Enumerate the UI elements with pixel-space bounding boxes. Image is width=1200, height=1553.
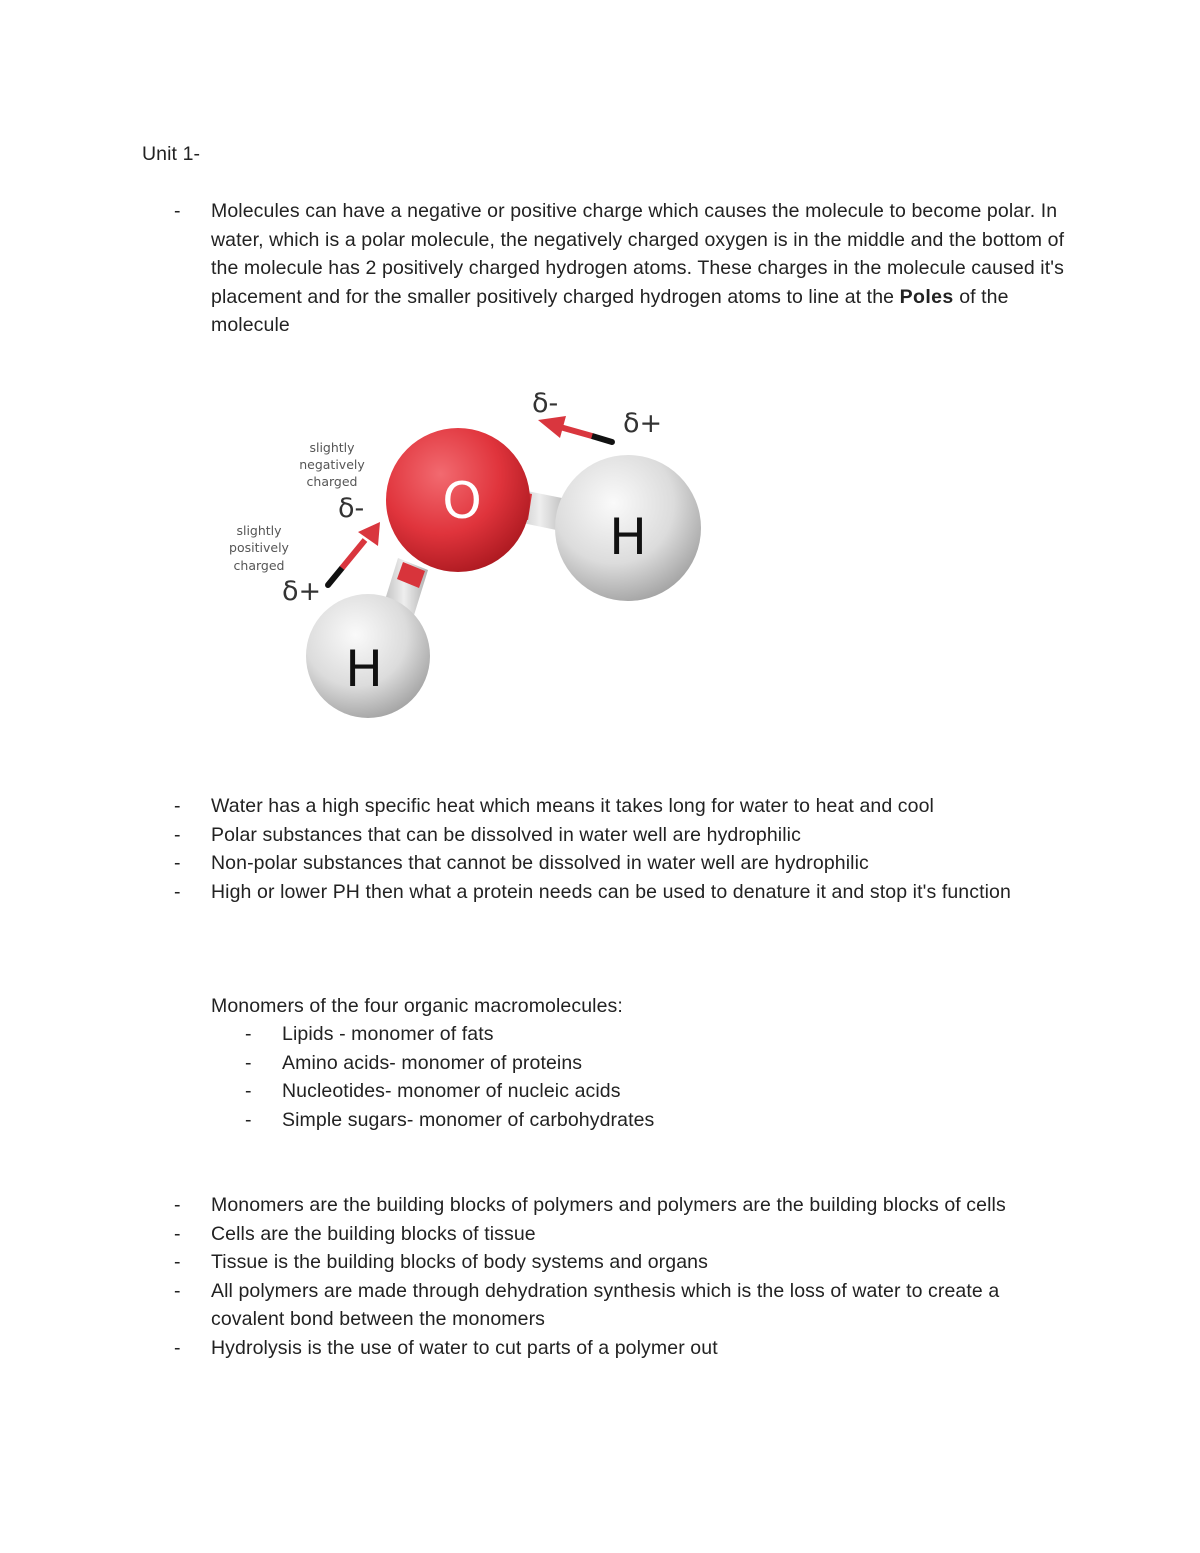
- list-item-text: High or lower PH then what a protein needs can be used to denature it and stop it's function: [211, 880, 1011, 903]
- bullet-dash: -: [174, 1222, 181, 1245]
- page-title: Unit 1-: [142, 143, 201, 165]
- list-item-text: Simple sugars- monomer of carbohydrates: [282, 1108, 655, 1131]
- list-item-text: Hydrolysis is the use of water to cut parts of a polymer out: [211, 1336, 718, 1359]
- hydrogen-atom-bottom: [306, 594, 430, 718]
- list-item-text: Amino acids- monomer of proteins: [282, 1051, 583, 1074]
- list-item-text: Lipids - monomer of fats: [282, 1023, 494, 1045]
- svg-text:slightly: slightly: [236, 523, 282, 538]
- list-item: [0, 1077, 654, 1106]
- list-item: [0, 849, 1071, 878]
- list-item: [0, 792, 1071, 821]
- bullet-dash: -: [174, 1194, 181, 1216]
- water-molecule-diagram: [220, 380, 720, 725]
- bullet-dash: -: [245, 1080, 252, 1103]
- bullet-dash: -: [174, 823, 181, 846]
- list-item-text: All polymers are made through dehydration synthesis which is the loss of water to create a covalent bond between the monomers: [211, 1279, 1000, 1331]
- list-item: [0, 878, 1071, 907]
- bullet-dash: -: [245, 1023, 252, 1045]
- hydrogen-atom-right: [555, 455, 701, 601]
- delta-minus-top: δ-: [532, 388, 559, 419]
- svg-text:positively: positively: [229, 540, 289, 555]
- list-item: [0, 1020, 654, 1049]
- svg-text:charged: charged: [233, 558, 285, 573]
- list-item-text: Non-polar substances that cannot be dissolved in water well are hydrophilic: [211, 852, 869, 875]
- hydrogen-right-label: H: [609, 508, 647, 566]
- monomers-heading: Monomers of the four organic macromolecules:: [211, 995, 623, 1017]
- bullet-dash: -: [174, 1251, 181, 1274]
- list-item: [0, 1277, 1071, 1334]
- negative-charge-annotation: [299, 440, 365, 489]
- list-item-text: Cells are the building blocks of tissue: [211, 1222, 536, 1245]
- polarity-list: [0, 197, 1071, 340]
- list-item: [0, 1248, 1071, 1277]
- delta-plus-top: δ+: [623, 408, 663, 439]
- oxygen-atom: [386, 428, 530, 572]
- poles-term: Poles: [899, 285, 954, 308]
- list-item-text: Polar substances that can be dissolved in water well are hydrophilic: [211, 823, 801, 846]
- monomers-list: [0, 1020, 654, 1134]
- svg-text:negatively: negatively: [299, 457, 365, 472]
- water-molecule-figure: [220, 380, 720, 725]
- hydrogen-bottom-label: H: [345, 640, 383, 698]
- bullet-dash: -: [174, 1336, 181, 1359]
- list-item: [0, 821, 1071, 850]
- dipole-arrow-left: [328, 522, 380, 585]
- positive-charge-annotation: [229, 523, 290, 573]
- list-item-text: Nucleotides- monomer of nucleic acids: [282, 1080, 621, 1103]
- bullet-dash: -: [174, 200, 181, 222]
- list-item: [0, 1220, 1071, 1249]
- list-item-text: Water has a high specific heat which means it takes long for water to heat and cool: [211, 795, 934, 817]
- delta-plus-left: δ+: [282, 576, 322, 607]
- building-blocks-list: [0, 1191, 1071, 1363]
- list-item: [0, 1334, 1071, 1363]
- bullet-dash: -: [174, 1279, 181, 1302]
- bullet-dash: -: [245, 1051, 252, 1074]
- svg-text:charged: charged: [306, 474, 358, 489]
- list-item-text: Tissue is the building blocks of body systems and organs: [211, 1251, 708, 1274]
- list-item: [0, 197, 1071, 340]
- oxygen-label: O: [442, 472, 482, 530]
- list-item: [0, 1191, 1071, 1220]
- polarity-text-end: of the molecule: [211, 285, 1009, 337]
- svg-text:slightly: slightly: [309, 440, 355, 455]
- bullet-dash: -: [174, 852, 181, 875]
- list-item: [0, 1106, 654, 1135]
- list-item-text: Monomers are the building blocks of polymers and polymers are the building blocks of cells: [211, 1194, 1006, 1216]
- bullet-dash: -: [174, 795, 181, 817]
- delta-minus-left: δ-: [338, 493, 365, 524]
- polarity-text: Molecules can have a negative or positive charge which causes the molecule to become polar. In water, which is a polar molecule, the negatively charged oxygen is in the middle and the bottom of the molecule has 2 positively charged hydrogen atoms. These charges in the molecule caused it's placement and for the smaller positively charged hydrogen atoms to line at the: [211, 200, 1065, 308]
- bullet-dash: -: [174, 880, 181, 903]
- dipole-arrow-top: [538, 416, 612, 442]
- list-item: [0, 1049, 654, 1078]
- bullet-dash: -: [245, 1108, 252, 1131]
- water-properties-list: [0, 792, 1071, 906]
